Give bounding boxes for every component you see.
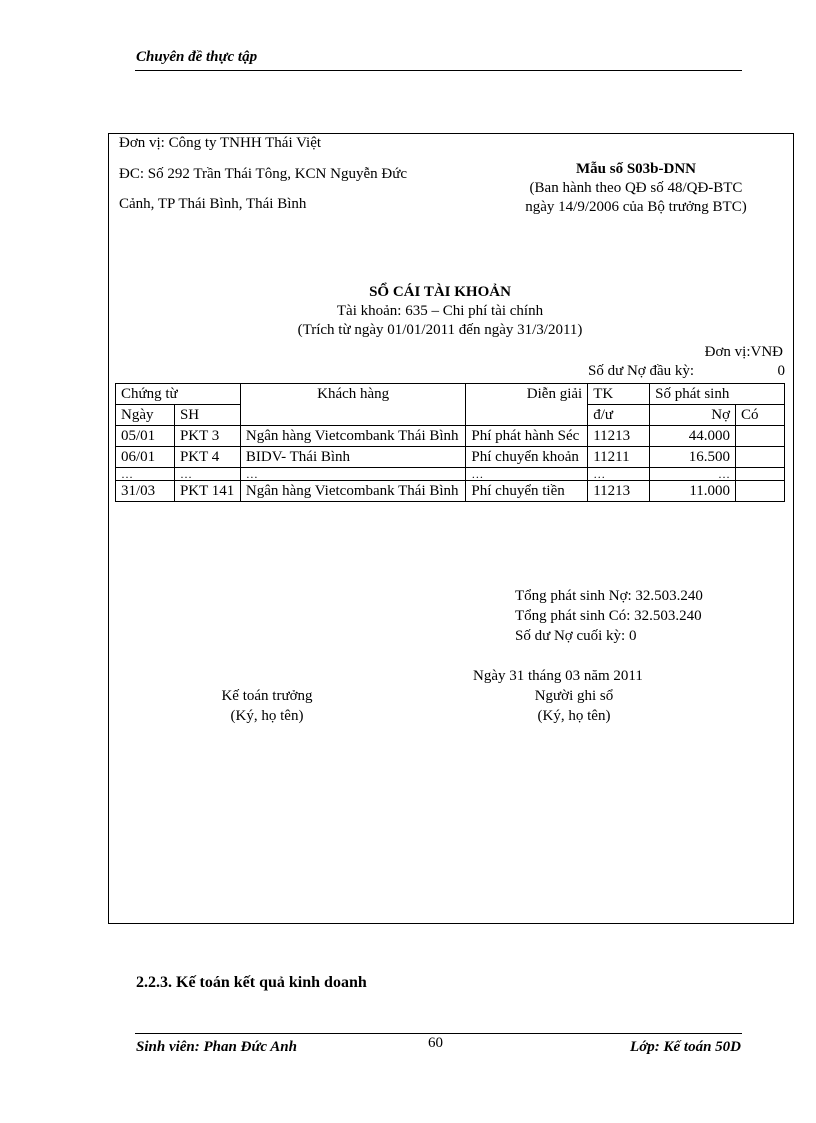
- opening-balance-label: Số dư Nợ đầu kỳ:: [588, 363, 695, 379]
- cell-credit: [736, 481, 785, 502]
- cell-customer: Ngân hàng Vietcombank Thái Bình: [240, 481, 466, 502]
- footer-student: Sinh viên: Phan Đức Anh: [136, 1039, 297, 1055]
- cell-description: Phí phát hành Séc: [466, 426, 588, 447]
- page-header-title: Chuyên đề thực tập: [136, 49, 258, 65]
- ledger-account: Tài khoản: 635 – Chi phí tài chính: [336, 303, 544, 319]
- cell-debit: 11.000: [650, 481, 736, 502]
- table-row: [116, 447, 785, 468]
- header-debit: Nợ: [650, 405, 736, 426]
- table-row-ellipsis: [116, 468, 785, 481]
- cell-account: …: [588, 468, 650, 481]
- recorder-title: Người ghi sổ: [534, 688, 614, 704]
- header-customer: Khách hàng: [240, 384, 466, 426]
- form-issued-line2: ngày 14/9/2006 của Bộ trưởng BTC): [525, 199, 747, 215]
- cell-debit: 44.000: [650, 426, 736, 447]
- cell-number: …: [174, 468, 240, 481]
- opening-balance-value: 0: [777, 363, 785, 379]
- header-amount: Số phát sinh: [650, 384, 785, 405]
- header-voucher: Chứng từ: [116, 384, 241, 405]
- header-date: Ngày: [116, 405, 175, 426]
- table-row: [116, 481, 785, 502]
- total-credit: Tổng phát sinh Có: 32.503.240: [515, 608, 702, 624]
- unit-address-line1: ĐC: Số 292 Trần Thái Tông, KCN Nguyễn Đức: [119, 166, 408, 182]
- unit-address-line2: Cảnh, TP Thái Bình, Thái Bình: [119, 196, 307, 212]
- header-account: TK: [588, 384, 650, 405]
- header-divider: [135, 70, 742, 71]
- cell-date: 05/01: [116, 426, 175, 447]
- cell-customer: BIDV- Thái Bình: [240, 447, 466, 468]
- chief-accountant-title: Kế toán trưởng: [221, 688, 313, 704]
- cell-number: PKT 3: [174, 426, 240, 447]
- cell-account: 11213: [588, 426, 650, 447]
- recorder-note: (Ký, họ tên): [537, 708, 611, 724]
- unit-name: Đơn vị: Công ty TNHH Thái Việt: [119, 135, 322, 151]
- cell-date: …: [116, 468, 175, 481]
- total-debit: Tổng phát sinh Nợ: 32.503.240: [515, 588, 703, 604]
- ledger-title: SỔ CÁI TÀI KHOẢN: [369, 284, 511, 300]
- section-heading: 2.2.3. Kế toán kết quả kinh doanh: [136, 974, 367, 991]
- cell-credit: [736, 447, 785, 468]
- cell-description: Phí chuyển tiền: [466, 481, 588, 502]
- form-code: Mẫu số S03b-DNN: [575, 161, 696, 177]
- cell-date: 31/03: [116, 481, 175, 502]
- cell-customer: Ngân hàng Vietcombank Thái Bình: [240, 426, 466, 447]
- chief-accountant-note: (Ký, họ tên): [230, 708, 304, 724]
- currency-unit: Đơn vị:VNĐ: [704, 344, 783, 360]
- cell-number: PKT 4: [174, 447, 240, 468]
- table-header-row: [116, 384, 785, 405]
- signature-date: Ngày 31 tháng 03 năm 2011: [473, 668, 643, 684]
- ledger-period: (Trích từ ngày 01/01/2011 đến ngày 31/3/2011): [297, 322, 583, 338]
- cell-number: PKT 141: [174, 481, 240, 502]
- cell-credit: [736, 426, 785, 447]
- cell-account: 11211: [588, 447, 650, 468]
- cell-date: 06/01: [116, 447, 175, 468]
- header-credit: Có: [736, 405, 785, 426]
- cell-debit: 16.500: [650, 447, 736, 468]
- cell-customer: …: [240, 468, 466, 481]
- cell-debit: …: [650, 468, 736, 481]
- header-number: SH: [174, 405, 240, 426]
- footer-divider: [135, 1033, 742, 1034]
- table-row: [116, 426, 785, 447]
- ledger-frame: [108, 133, 794, 924]
- header-description: Diễn giải: [466, 384, 588, 426]
- header-counter-account: đ/ư: [588, 405, 650, 426]
- cell-description: Phí chuyển khoản: [466, 447, 588, 468]
- cell-account: 11213: [588, 481, 650, 502]
- closing-balance: Số dư Nợ cuối kỳ: 0: [515, 628, 637, 644]
- page-number: 60: [428, 1035, 443, 1051]
- cell-credit: [736, 468, 785, 481]
- cell-description: …: [466, 468, 588, 481]
- form-issued-line1: (Ban hành theo QĐ số 48/QĐ-BTC: [529, 180, 743, 196]
- ledger-table: [115, 383, 785, 502]
- footer-class: Lớp: Kế toán 50D: [630, 1039, 741, 1055]
